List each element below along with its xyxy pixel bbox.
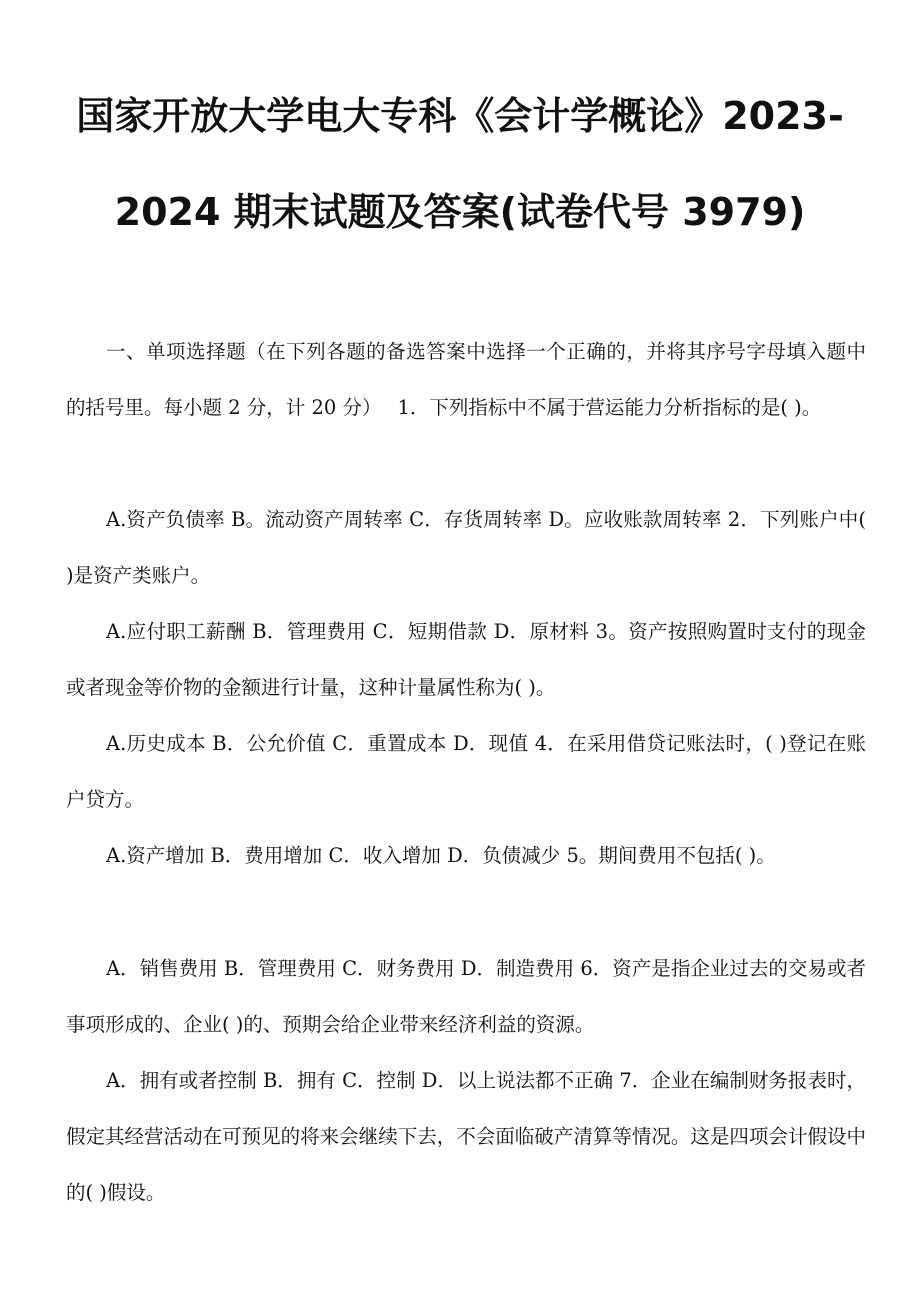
paragraph-q3-options-q4: A.历史成本 B．公允价值 C．重置成本 D．现值 4．在采用借贷记账法时，( )登记在账户贷方。	[66, 732, 866, 811]
document-title-line-2: 2024 期末试题及答案(试卷代号 3979)	[114, 190, 806, 234]
paragraph-q5-options-q6: A．销售费用 B．管理费用 C．财务费用 D．制造费用 6．资产是指企业过去的交易或者事项形成的、企业( )的、预期会给企业带来经济利益的资源。	[66, 957, 866, 1036]
paragraph-q2-options-q3: A.应付职工薪酬 B．管理费用 C．短期借款 D．原材料 3。资产按照购置时支付的现金或者现金等价物的金额进行计量，这种计量属性称为( )。	[66, 620, 866, 699]
document-title-line-1: 国家开放大学电大专科《会计学概论》2023-	[76, 94, 844, 138]
paragraph-q4-options-q5: A.资产增加 B．费用增加 C．收入增加 D．负债减少 5。期间费用不包括( )。	[106, 844, 776, 867]
paragraph-q1-options-q2: A.资产负债率 B。流动资产周转率 C．存货周转率 D。应收账款周转率 2．下列账户中( )是资产类账户。	[66, 508, 866, 587]
paragraph-section-intro-q1: 一、单项选择题（在下列各题的备选答案中选择一个正确的，并将其序号字母填入题中的括号里。每小题 2 分，计 20 分） 1．下列指标中不属于营运能力分析指标的是( )。	[66, 340, 866, 419]
paragraph-q6-options-q7: A．拥有或者控制 B．拥有 C．控制 D．以上说法都不正确 7．企业在编制财务报表时，假定其经营活动在可预见的将来会继续下去，不会面临破产清算等情况。这是四项会计假设中的( )假设。	[66, 1069, 866, 1204]
